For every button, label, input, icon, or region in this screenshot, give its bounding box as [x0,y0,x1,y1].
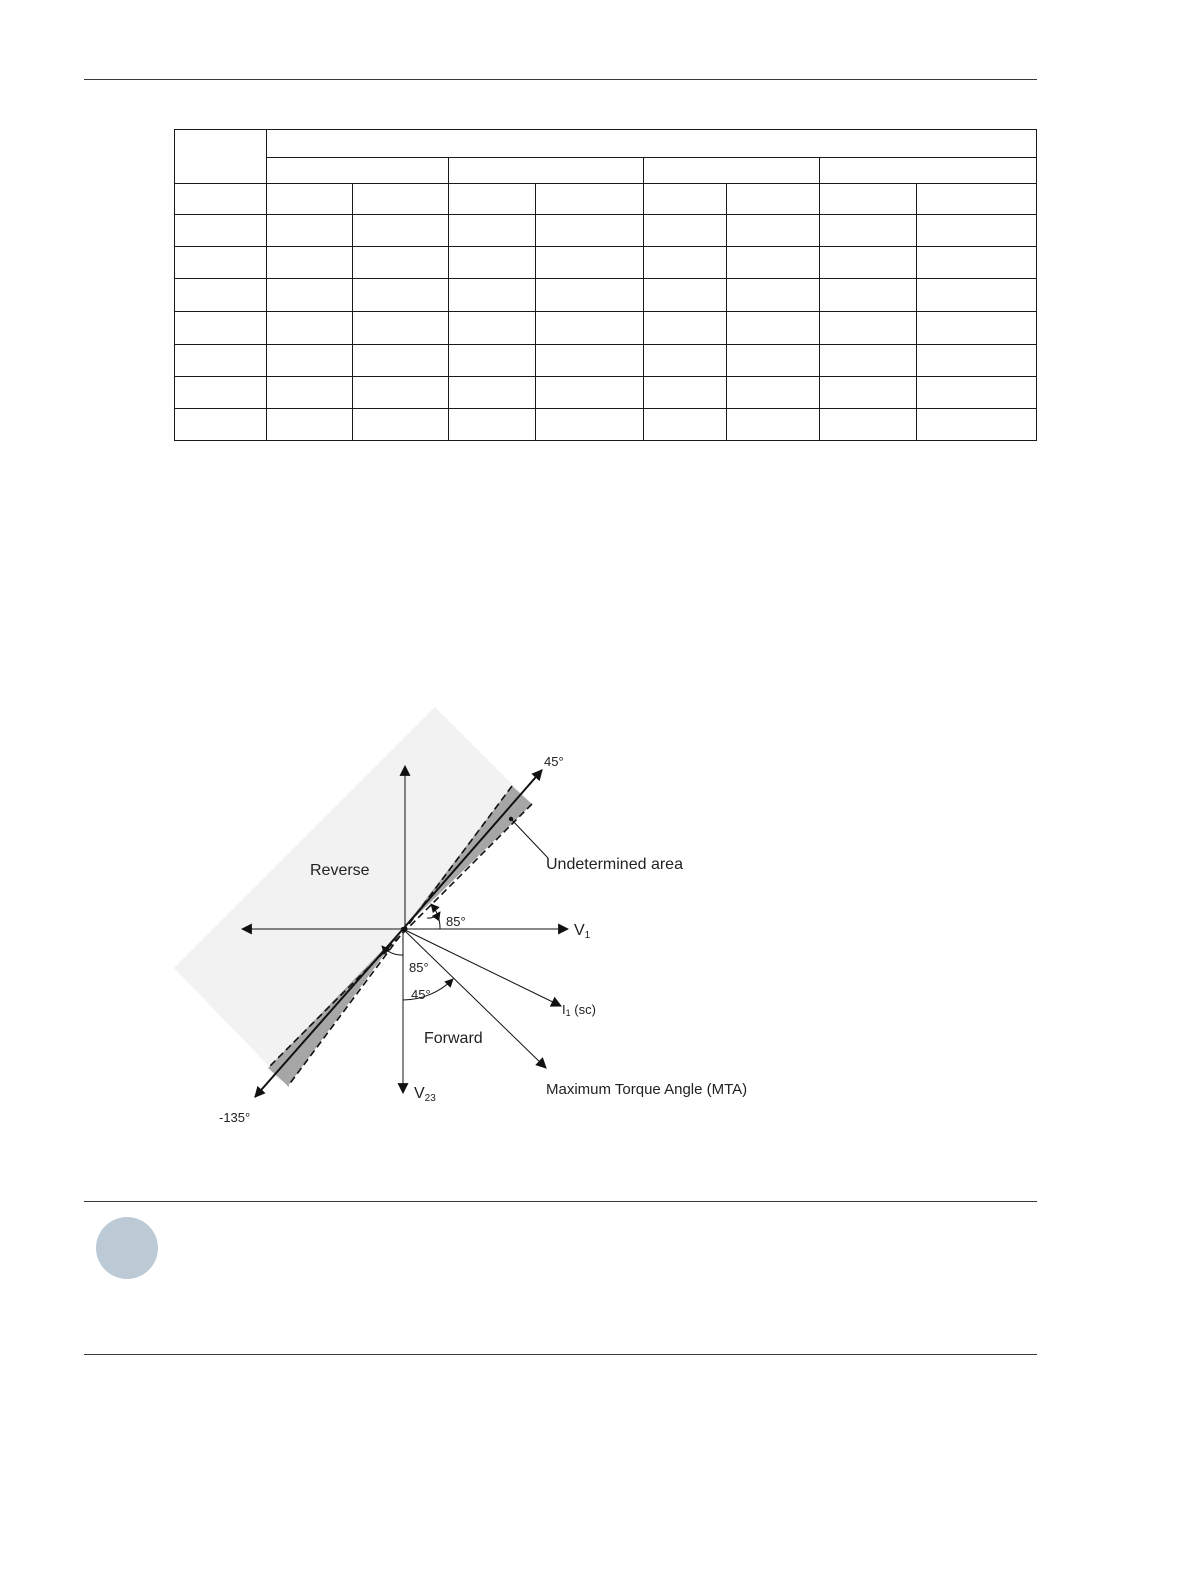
table-cell [727,311,820,344]
table-cell [536,247,644,279]
directional-element-diagram [160,700,800,1140]
table-row [175,376,1037,408]
table-header-row [175,130,1037,158]
undetermined-leader-line [511,819,548,858]
table-cell [267,215,353,247]
v23-label: V23 [414,1085,436,1104]
table-cell [353,215,449,247]
table-row [175,344,1037,376]
table-body [175,184,1037,441]
table-cell [727,184,820,215]
table-cell [267,408,353,440]
table-cell [644,344,727,376]
table-cell [917,376,1037,408]
table-cell [267,311,353,344]
table-cell [644,376,727,408]
table-cell [917,344,1037,376]
table-row [175,408,1037,440]
table-cell [820,376,917,408]
table-cell [536,376,644,408]
table-row [175,184,1037,215]
table-cell [536,215,644,247]
table-cell [820,215,917,247]
table-cell [917,215,1037,247]
table-cell [267,247,353,279]
table-cell [820,344,917,376]
table-cell [175,311,267,344]
table-cell [820,247,917,279]
angle-45-lower-label: 45° [411,987,431,1002]
table-cell [267,344,353,376]
table-cell [727,408,820,440]
table-cell [449,247,536,279]
table-cell [175,215,267,247]
table-cell [353,247,449,279]
mta-label: Maximum Torque Angle (MTA) [546,1081,748,1098]
table-cell [917,408,1037,440]
table-cell [449,184,536,215]
table-cell [449,279,536,311]
table-cell [727,247,820,279]
table-cell [820,184,917,215]
table-cell [449,344,536,376]
table-cell [644,279,727,311]
table-row [175,247,1037,279]
table-cell [820,408,917,440]
table-cell [449,311,536,344]
forward-label: Forward [424,1030,483,1047]
table-cell [353,376,449,408]
v1-label: V1 [574,922,591,941]
table-cell [644,247,727,279]
table-cell [536,184,644,215]
table-cell [536,408,644,440]
table-cell [917,279,1037,311]
table-cell [353,279,449,311]
table-cell [917,247,1037,279]
table-subgroup-cell [449,158,644,184]
table-cell [353,311,449,344]
table-subgroup-cell [820,158,1037,184]
table-row [175,311,1037,344]
table-cell [644,408,727,440]
settings-table [174,129,1037,441]
table-corner-cell [175,130,267,184]
table-row [175,279,1037,311]
table-cell [917,184,1037,215]
table-cell [353,344,449,376]
table-cell [267,184,353,215]
angle-neg135-label: -135° [219,1110,251,1125]
table-cell [267,376,353,408]
table-cell [353,184,449,215]
table-cell [449,408,536,440]
table-cell [820,311,917,344]
angle-85-upper-label: 85° [446,914,466,929]
table-cell [644,184,727,215]
table-cell [449,215,536,247]
table-subgroup-cell [267,158,449,184]
table-subgroup-cell [644,158,820,184]
table-cell [449,376,536,408]
table-cell [536,311,644,344]
table-cell [536,279,644,311]
table-cell [727,344,820,376]
table-row [175,215,1037,247]
angle-85-lower-label: 85° [409,960,429,975]
note-top-rule [84,1201,1037,1202]
table-cell [917,311,1037,344]
top-rule [84,79,1037,80]
table-cell [820,279,917,311]
undetermined-area-label: Undetermined area [546,856,683,873]
table-cell [267,279,353,311]
table-cell [727,376,820,408]
table-cell [644,311,727,344]
table-group-header-cell [267,130,1037,158]
note-bottom-rule [84,1354,1037,1355]
reverse-label: Reverse [310,862,370,879]
i1-sc-label: I1 (sc) [562,1002,596,1018]
table-cell [175,184,267,215]
table-cell [353,408,449,440]
table-cell [175,376,267,408]
table-cell [175,344,267,376]
origin-point [401,927,405,931]
table-cell [175,279,267,311]
table-cell [727,215,820,247]
table-cell [727,279,820,311]
note-icon [96,1217,158,1279]
table-cell [175,408,267,440]
table-cell [175,247,267,279]
table-cell [644,215,727,247]
table-subheader-row [175,158,1037,184]
table-cell [536,344,644,376]
angle-45-label: 45° [544,754,564,769]
